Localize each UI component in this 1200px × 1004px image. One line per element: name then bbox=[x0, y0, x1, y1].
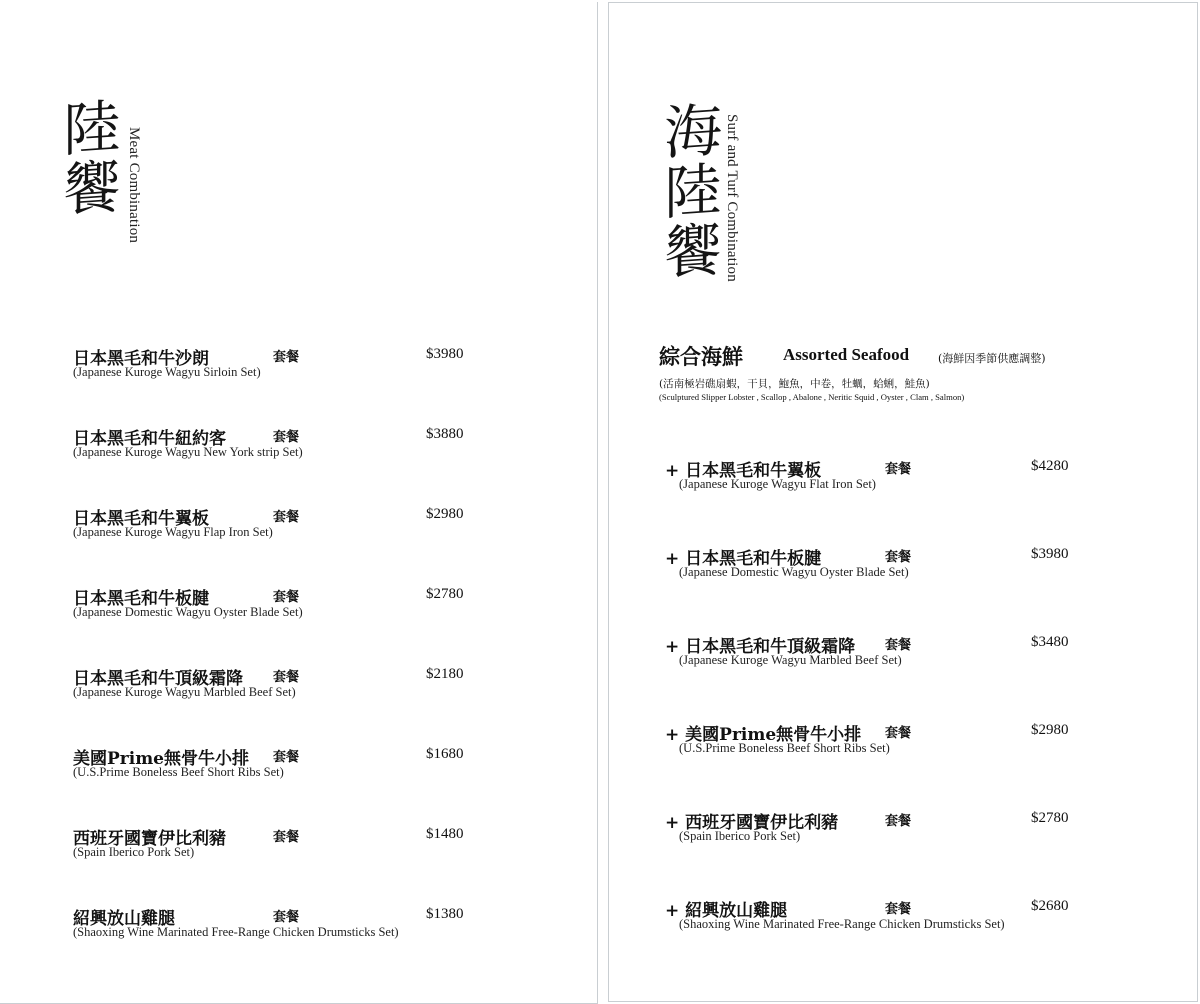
menu-item-english: (Japanese Domestic Wagyu Oyster Blade Set) bbox=[73, 605, 303, 619]
menu-item-english: (U.S.Prime Boneless Beef Short Ribs Set) bbox=[73, 765, 284, 779]
menu-item-english: (Japanese Kuroge Wagyu New York strip Set) bbox=[73, 445, 303, 459]
menu-item-name: 美國Prime無骨牛小排 bbox=[73, 749, 250, 769]
section-title-english: Meat Combination bbox=[126, 127, 142, 244]
menu-item-english: (Shaoxing Wine Marinated Free-Range Chicken Drumsticks Set) bbox=[679, 917, 1005, 931]
menu-item-english: (U.S.Prime Boneless Beef Short Ribs Set) bbox=[679, 741, 890, 755]
menu-item-name: + 美國Prime無骨牛小排 bbox=[665, 725, 862, 745]
menu-item-name: + 西班牙國寶伊比利豬 bbox=[665, 813, 839, 833]
section-title-calligraphy: 陸饗 bbox=[53, 95, 121, 221]
menu-item-set-label: 套餐 bbox=[273, 590, 300, 605]
menu-item-set-label: 套餐 bbox=[273, 670, 300, 685]
menu-item-name: 日本黑毛和牛板腱 bbox=[73, 589, 209, 609]
menu-item-price: $3880 bbox=[426, 426, 464, 442]
section-title-calligraphy: 海陸饗 bbox=[654, 98, 722, 284]
menu-item-set-label: 套餐 bbox=[273, 830, 300, 845]
menu-page-meat-combination bbox=[0, 2, 598, 1004]
menu-item-set-label: 套餐 bbox=[885, 550, 912, 565]
menu-item-price: $4280 bbox=[1031, 458, 1069, 474]
menu-item-set-label: 套餐 bbox=[885, 814, 912, 829]
menu-item-set-label: 套餐 bbox=[273, 430, 300, 445]
menu-item-english: (Japanese Kuroge Wagyu Flap Iron Set) bbox=[73, 525, 273, 539]
menu-item-price: $2780 bbox=[1031, 810, 1069, 826]
menu-item-english: (Japanese Kuroge Wagyu Marbled Beef Set) bbox=[73, 685, 296, 699]
seafood-title-english: Assorted Seafood bbox=[783, 345, 910, 364]
menu-page-surf-and-turf bbox=[608, 2, 1198, 1002]
menu-item-name: + 紹興放山雞腿 bbox=[665, 901, 788, 921]
seafood-contents-english: (Sculptured Slipper Lobster , Scallop , Abalone , Neritic Squid , Oyster , Clam , Salmon) bbox=[659, 392, 965, 402]
menu-item-price: $3980 bbox=[426, 346, 464, 362]
menu-item-english: (Japanese Kuroge Wagyu Sirloin Set) bbox=[73, 365, 261, 379]
section-title-english: Surf and Turf Combination bbox=[724, 114, 740, 282]
menu-item-set-label: 套餐 bbox=[885, 638, 912, 653]
menu-item-set-label: 套餐 bbox=[885, 462, 912, 477]
menu-item-price: $3480 bbox=[1031, 634, 1069, 650]
menu-item-english: (Spain Iberico Pork Set) bbox=[679, 829, 801, 843]
menu-item-price: $1380 bbox=[426, 906, 464, 922]
menu-item-name: + 日本黑毛和牛頂級霜降 bbox=[665, 637, 856, 657]
menu-item-english: (Japanese Domestic Wagyu Oyster Blade Set) bbox=[679, 565, 909, 579]
menu-item-set-label: 套餐 bbox=[273, 510, 300, 525]
menu-item-set-label: 套餐 bbox=[273, 750, 300, 765]
seafood-seasonal-note: (海鮮因季節供應調整) bbox=[938, 352, 1046, 365]
menu-item-price: $1680 bbox=[426, 746, 464, 762]
menu-item-set-label: 套餐 bbox=[273, 910, 300, 925]
menu-item-name: + 日本黑毛和牛翼板 bbox=[665, 461, 822, 481]
menu-item-english: (Spain Iberico Pork Set) bbox=[73, 845, 195, 859]
menu-item-price: $1480 bbox=[426, 826, 464, 842]
menu-item-english: (Japanese Kuroge Wagyu Flat Iron Set) bbox=[679, 477, 876, 491]
menu-item-name: 紹興放山雞腿 bbox=[73, 909, 175, 929]
menu-item-price: $2180 bbox=[426, 666, 464, 682]
seafood-title: 綜合海鮮 bbox=[659, 344, 743, 369]
menu-item-price: $2780 bbox=[426, 586, 464, 602]
menu-item-price: $2980 bbox=[1031, 722, 1069, 738]
menu-item-name: + 日本黑毛和牛板腱 bbox=[665, 549, 822, 569]
menu-item-set-label: 套餐 bbox=[273, 350, 300, 365]
menu-item-name: 日本黑毛和牛沙朗 bbox=[73, 349, 209, 369]
menu-item-name: 日本黑毛和牛翼板 bbox=[73, 509, 209, 529]
menu-item-name: 日本黑毛和牛紐約客 bbox=[73, 429, 226, 449]
menu-item-price: $3980 bbox=[1031, 546, 1069, 562]
menu-item-name: 日本黑毛和牛頂級霜降 bbox=[73, 669, 243, 689]
menu-item-english: (Japanese Kuroge Wagyu Marbled Beef Set) bbox=[679, 653, 902, 667]
menu-item-price: $2680 bbox=[1031, 898, 1069, 914]
menu-item-english: (Shaoxing Wine Marinated Free-Range Chicken Drumsticks Set) bbox=[73, 925, 399, 939]
menu-item-price: $2980 bbox=[426, 506, 464, 522]
menu-item-name: 西班牙國寶伊比利豬 bbox=[73, 829, 226, 849]
menu-item-set-label: 套餐 bbox=[885, 902, 912, 917]
menu-item-set-label: 套餐 bbox=[885, 726, 912, 741]
seafood-contents-chinese: (活南極岩礁扇蝦，干貝，鮑魚，中卷，牡蠣，蛤蜊，鮭魚) bbox=[659, 378, 930, 390]
